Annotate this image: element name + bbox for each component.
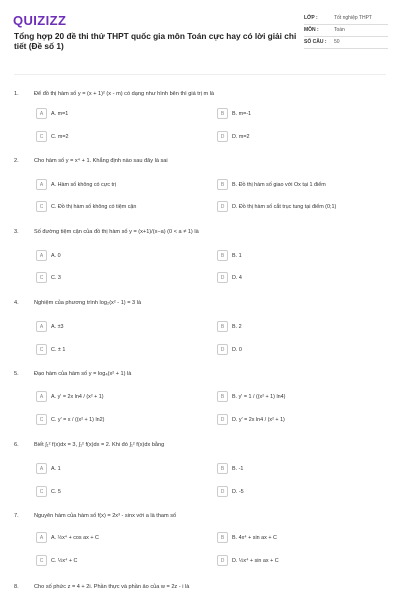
option-letter-box: B bbox=[217, 321, 228, 332]
option-letter-box: D bbox=[217, 344, 228, 355]
option-d[interactable] bbox=[217, 131, 250, 142]
option-c[interactable] bbox=[36, 414, 104, 425]
option-text: C. Đồ thị hàm số không có tiệm cận bbox=[51, 203, 137, 210]
option-text: A. 1 bbox=[51, 465, 61, 472]
question-number: 7. bbox=[14, 513, 19, 519]
question-number: 5. bbox=[14, 371, 19, 377]
option-text: A. ½x⁴ + cos ax + C bbox=[51, 534, 99, 541]
option-d[interactable] bbox=[217, 201, 336, 212]
option-text: A. Hàm số không có cực trị bbox=[51, 181, 117, 188]
question-text: Biết ∫₁² f(x)dx = 3, ∫₁² f(x)dx = 2. Khi đó ∫₁² f(x)dx bằng bbox=[34, 442, 165, 448]
quizizz-logo: QUIZIZZ bbox=[13, 13, 67, 28]
option-d[interactable] bbox=[217, 272, 242, 283]
option-letter-box: D bbox=[217, 272, 228, 283]
question-text: Nguyên hàm của hàm số f(x) = 2x³ - sinx với a là tham số bbox=[34, 513, 177, 519]
option-text: B. 2 bbox=[232, 323, 242, 330]
option-a[interactable] bbox=[36, 108, 68, 119]
option-a[interactable] bbox=[36, 179, 116, 190]
option-text: A. m=1 bbox=[51, 110, 69, 117]
option-letter-box: A bbox=[36, 463, 47, 474]
option-b[interactable] bbox=[217, 532, 277, 543]
option-b[interactable] bbox=[217, 179, 326, 190]
option-c[interactable] bbox=[36, 272, 61, 283]
option-text: B. 4x⁴ + sin ax + C bbox=[232, 534, 277, 541]
option-text: D. y' = 2x ln4 / (x² + 1) bbox=[232, 416, 285, 423]
option-c[interactable] bbox=[36, 131, 69, 142]
option-letter-box: A bbox=[36, 250, 47, 261]
option-letter-box: B bbox=[217, 250, 228, 261]
option-d[interactable] bbox=[217, 414, 285, 425]
option-a[interactable] bbox=[36, 250, 61, 261]
option-letter-box: B bbox=[217, 108, 228, 119]
question-text: Đạo hàm của hàm số y = log₄(x² + 1) là bbox=[34, 371, 132, 377]
option-a[interactable] bbox=[36, 532, 99, 543]
option-letter-box: C bbox=[36, 486, 47, 497]
meta-key: MÔN : bbox=[304, 27, 319, 33]
meta-row-count bbox=[304, 37, 388, 49]
meta-value: 50 bbox=[334, 39, 340, 45]
option-letter-box: A bbox=[36, 321, 47, 332]
question-number: 1. bbox=[14, 91, 19, 97]
question-text: Cho số phức z = 4 + 2i. Phần thực và phần ảo của w = 2z - i là bbox=[34, 584, 190, 590]
option-letter-box: B bbox=[217, 463, 228, 474]
option-letter-box: C bbox=[36, 344, 47, 355]
option-letter-box: D bbox=[217, 131, 228, 142]
option-text: C. m=2 bbox=[51, 133, 69, 140]
option-letter-box: A bbox=[36, 532, 47, 543]
meta-row-grade bbox=[304, 13, 388, 25]
header-divider bbox=[14, 74, 386, 75]
option-text: D. ½x⁴ + sin ax + C bbox=[232, 557, 279, 564]
option-b[interactable] bbox=[217, 250, 242, 261]
question-text: Cho hàm số y = x⁴ + 1. Khẳng định nào sau đây là sai bbox=[34, 158, 168, 164]
option-text: A. 0 bbox=[51, 252, 61, 259]
option-c[interactable] bbox=[36, 201, 136, 212]
option-letter-box: C bbox=[36, 131, 47, 142]
option-text: C. ½x⁴ + C bbox=[51, 557, 78, 564]
option-a[interactable] bbox=[36, 463, 61, 474]
option-text: B. -1 bbox=[232, 465, 244, 472]
question-number: 3. bbox=[14, 229, 19, 235]
question-text: Nghiệm của phương trình log₂(x² - 1) = 3 là bbox=[34, 300, 142, 306]
option-text: C. 3 bbox=[51, 274, 61, 281]
option-d[interactable] bbox=[217, 344, 242, 355]
option-text: D. 0 bbox=[232, 346, 242, 353]
option-letter-box: B bbox=[217, 391, 228, 402]
option-d[interactable] bbox=[217, 486, 244, 497]
option-c[interactable] bbox=[36, 486, 61, 497]
question-number: 6. bbox=[14, 442, 19, 448]
question-number: 4. bbox=[14, 300, 19, 306]
option-b[interactable] bbox=[217, 108, 251, 119]
option-text: B. y' = 1 / ((x² + 1) ln4) bbox=[232, 393, 286, 400]
option-letter-box: B bbox=[217, 179, 228, 190]
option-text: C. y' = x / ((x² + 1) ln2) bbox=[51, 416, 105, 423]
question-text: Để đồ thị hàm số y = (x + 1)² (x - m) có dạng như hình bên thì giá trị m là bbox=[34, 91, 215, 97]
option-a[interactable] bbox=[36, 391, 104, 402]
option-text: B. 1 bbox=[232, 252, 242, 259]
option-text: B. m=-1 bbox=[232, 110, 252, 117]
option-letter-box: C bbox=[36, 414, 47, 425]
question-number: 2. bbox=[14, 158, 19, 164]
option-c[interactable] bbox=[36, 344, 65, 355]
meta-value: Tốt nghiệp THPT bbox=[334, 15, 372, 21]
option-letter-box: A bbox=[36, 391, 47, 402]
option-text: D. 4 bbox=[232, 274, 242, 281]
question-text: Số đường tiệm cận của đồ thị hàm số y = (x+1)/(x−a) (0 < a ≠ 1) là bbox=[34, 229, 199, 235]
option-b[interactable] bbox=[217, 391, 285, 402]
option-text: D. m=2 bbox=[232, 133, 250, 140]
meta-key: SỐ CÂU : bbox=[304, 39, 327, 45]
option-d[interactable] bbox=[217, 555, 279, 566]
option-text: A. ±3 bbox=[51, 323, 64, 330]
meta-row-subject bbox=[304, 25, 388, 37]
question-number: 8. bbox=[14, 584, 19, 590]
option-letter-box: A bbox=[36, 108, 47, 119]
option-letter-box: C bbox=[36, 201, 47, 212]
option-text: A. y' = 2x ln4 / (x² + 1) bbox=[51, 393, 104, 400]
option-text: B. Đồ thị hàm số giao với Ox tại 1 điểm bbox=[232, 181, 326, 188]
option-letter-box: D bbox=[217, 201, 228, 212]
option-b[interactable] bbox=[217, 321, 242, 332]
option-text: D. Đồ thị hàm số cắt trục tung tại điểm (0;1) bbox=[232, 203, 337, 210]
metadata-panel bbox=[304, 13, 388, 49]
meta-value: Toán bbox=[334, 27, 345, 33]
document-title: Tổng hợp 20 đề thi thử THPT quốc gia môn Toán cực hay có lời giải chi tiết (Đề số 1) bbox=[14, 31, 297, 51]
option-letter-box: D bbox=[217, 555, 228, 566]
option-c[interactable] bbox=[36, 555, 77, 566]
option-b[interactable] bbox=[217, 463, 243, 474]
option-text: C. 5 bbox=[51, 488, 61, 495]
option-letter-box: B bbox=[217, 532, 228, 543]
option-text: D. -5 bbox=[232, 488, 244, 495]
meta-key: LỚP : bbox=[304, 15, 318, 21]
option-letter-box: D bbox=[217, 414, 228, 425]
option-a[interactable] bbox=[36, 321, 64, 332]
option-text: C. ± 1 bbox=[51, 346, 66, 353]
option-letter-box: D bbox=[217, 486, 228, 497]
document-header bbox=[0, 0, 400, 72]
option-letter-box: C bbox=[36, 555, 47, 566]
option-letter-box: A bbox=[36, 179, 47, 190]
option-letter-box: C bbox=[36, 272, 47, 283]
